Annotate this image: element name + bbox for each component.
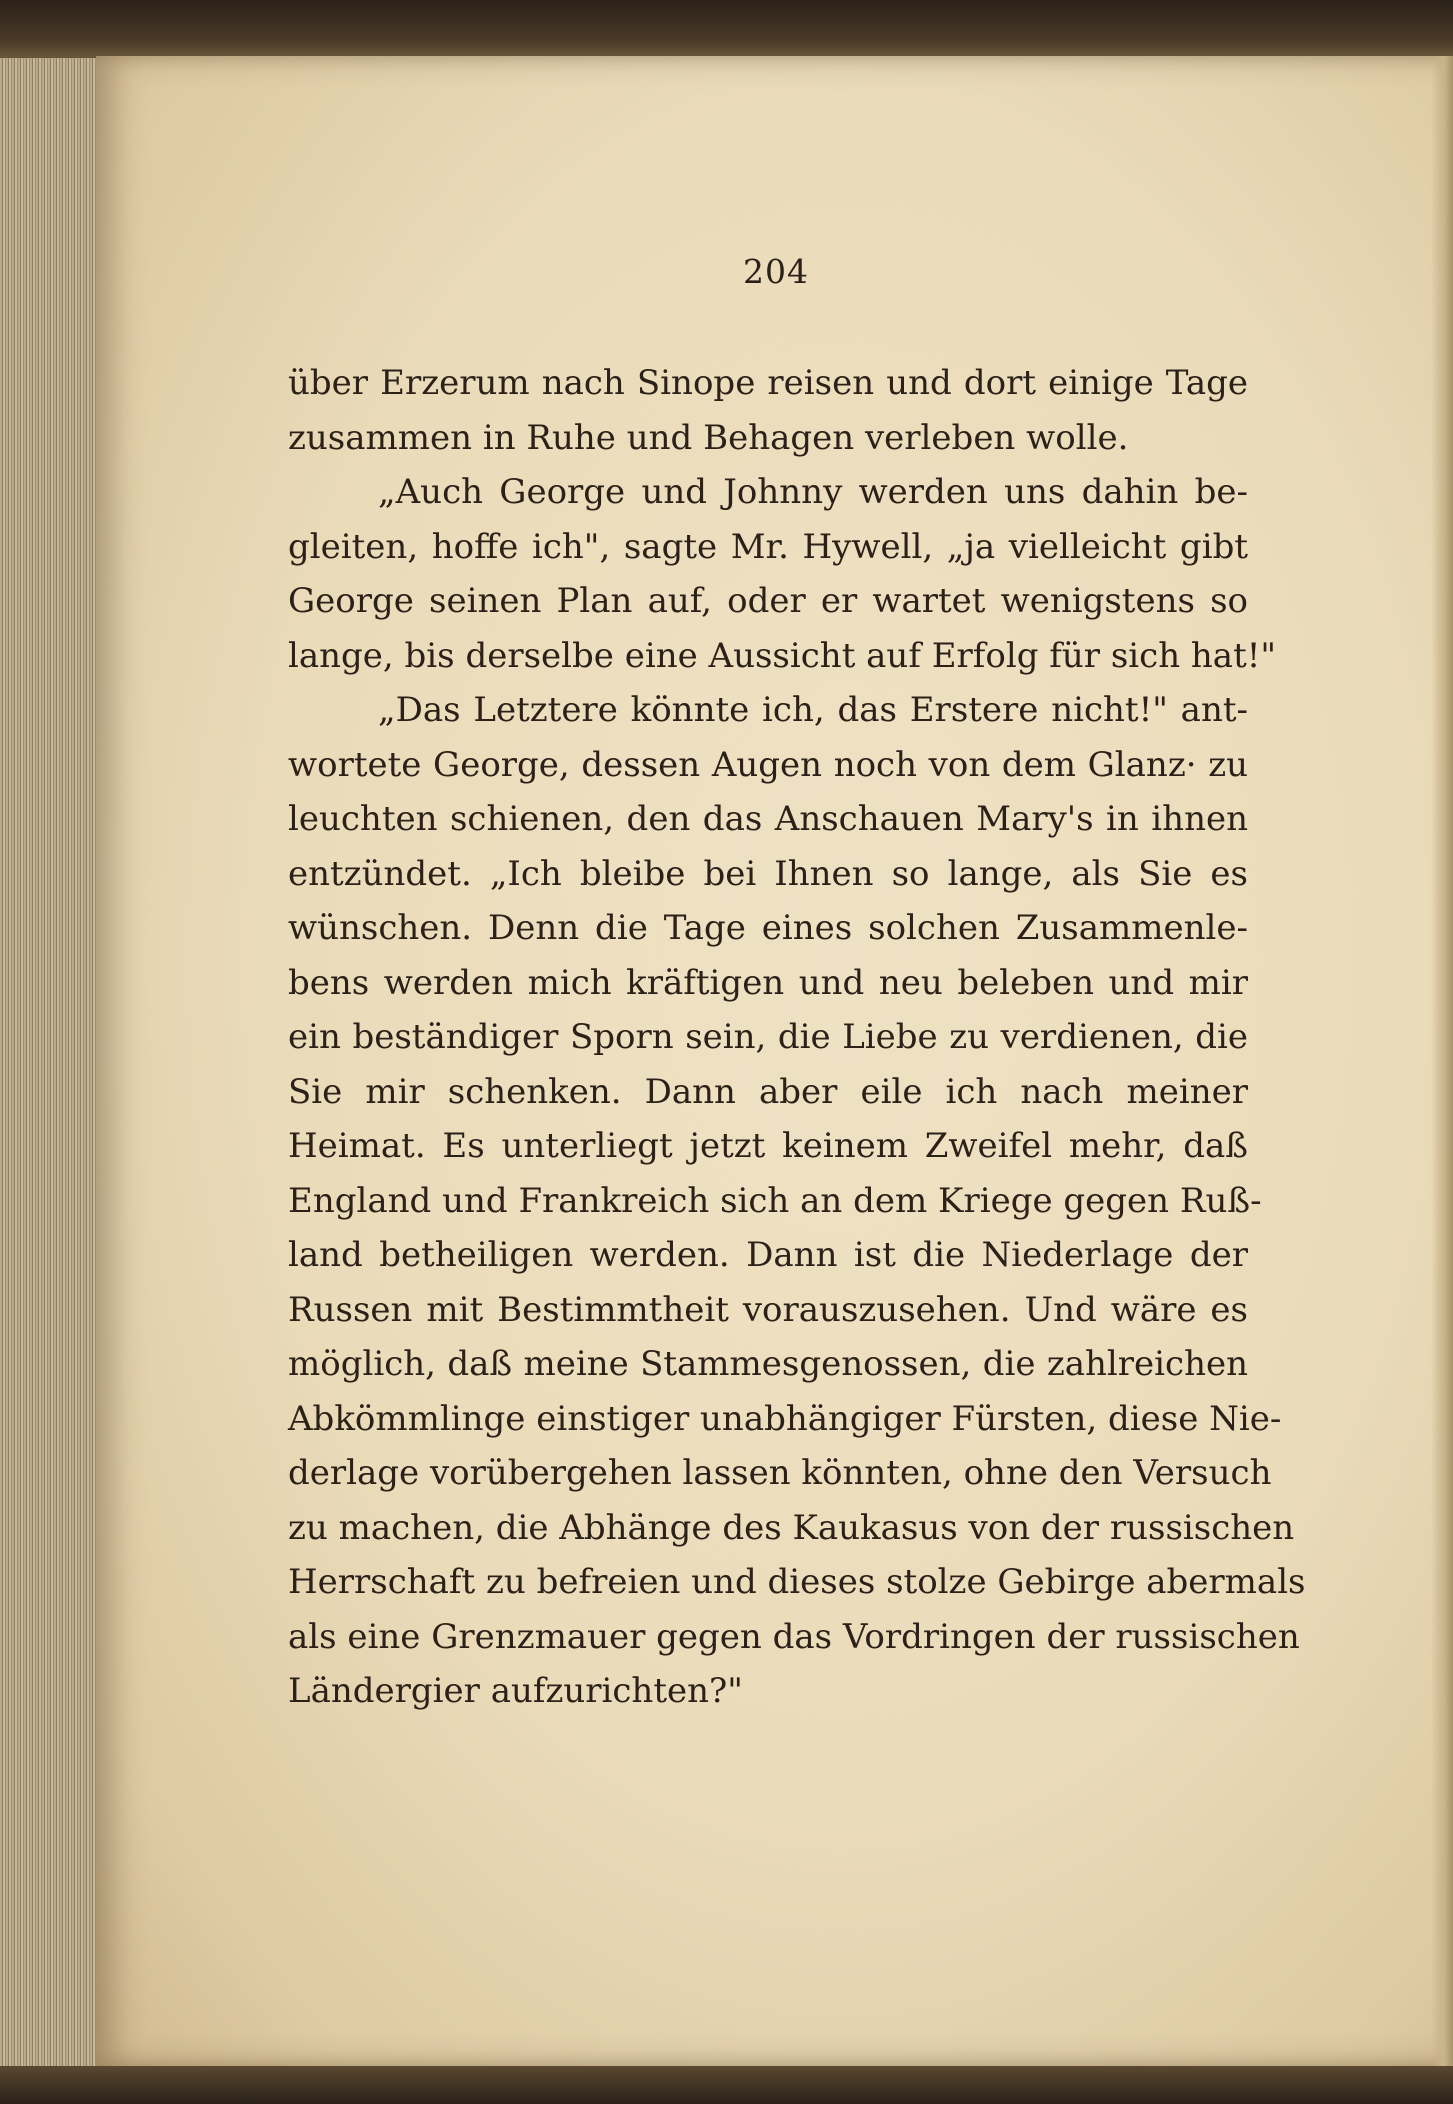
text-line: bens werden mich kräftigen und neu beleben und mir <box>288 962 1248 1003</box>
text-line: zu machen, die Abhänge des Kaukasus von der russischen <box>288 1507 1295 1548</box>
page-number: 204 <box>743 252 809 291</box>
text-line: land betheiligen werden. Dann ist die Niederlage der <box>288 1235 1248 1275</box>
book-cover-bottom <box>0 2066 1453 2104</box>
text-line: gleiten, hoffe ich", sagte Mr. Hywell, „ja vielleicht gibt <box>288 526 1248 567</box>
body-text <box>288 356 1306 1719</box>
page-right-edge <box>1431 56 1453 2066</box>
text-line: George seinen Plan auf, oder er wartet wenigstens so <box>288 581 1248 621</box>
text-line: Abkömmlinge einstiger unabhängiger Fürsten, diese Nie- <box>288 1398 1282 1439</box>
book-cover-top <box>0 0 1453 58</box>
text-line: als eine Grenzmauer gegen das Vordringen der russischen <box>288 1616 1300 1657</box>
text-line: über Erzerum nach Sinope reisen und dort einige Tage <box>288 363 1248 403</box>
text-line: Russen mit Bestimmtheit vorauszusehen. Und wäre es <box>288 1289 1248 1330</box>
text-line: wünschen. Denn die Tage eines solchen Zusammenle- <box>288 908 1248 948</box>
text-line: „Auch George und Johnny werden uns dahin be- <box>378 472 1248 512</box>
text-line: lange, bis derselbe eine Aussicht auf Erfolg für sich hat!" <box>288 635 1277 676</box>
text-line: ein beständiger Sporn sein, die Liebe zu verdienen, die <box>288 1017 1248 1057</box>
text-line: leuchten schienen, den das Anschauen Mary's in ihnen <box>288 799 1248 839</box>
text-line: Ländergier aufzurichten?" <box>288 1671 743 1711</box>
text-line: Sie mir schenken. Dann aber eile ich nach meiner <box>288 1071 1248 1112</box>
text-line: entzündet. „Ich bleibe bei Ihnen so lange, als Sie es <box>288 853 1248 894</box>
text-line: England und Frankreich sich an dem Kriege gegen Ruß- <box>288 1180 1262 1221</box>
text-line: „Das Letztere könnte ich, das Erstere nicht!" ant- <box>378 690 1248 730</box>
text-line: zusammen in Ruhe und Behagen verleben wolle. <box>288 417 1129 458</box>
text-line: Herrschaft zu befreien und dieses stolze Gebirge abermals <box>288 1562 1306 1602</box>
text-line: möglich, daß meine Stammesgenossen, die zahlreichen <box>288 1344 1248 1384</box>
text-line: derlage vorübergehen lassen könnten, ohne den Versuch <box>288 1453 1272 1493</box>
page-edges <box>0 58 100 2068</box>
text-line: wortete George, dessen Augen noch von dem Glanz· zu <box>288 744 1248 785</box>
text-line: Heimat. Es unterliegt jetzt keinem Zweifel mehr, daß <box>288 1126 1248 1166</box>
